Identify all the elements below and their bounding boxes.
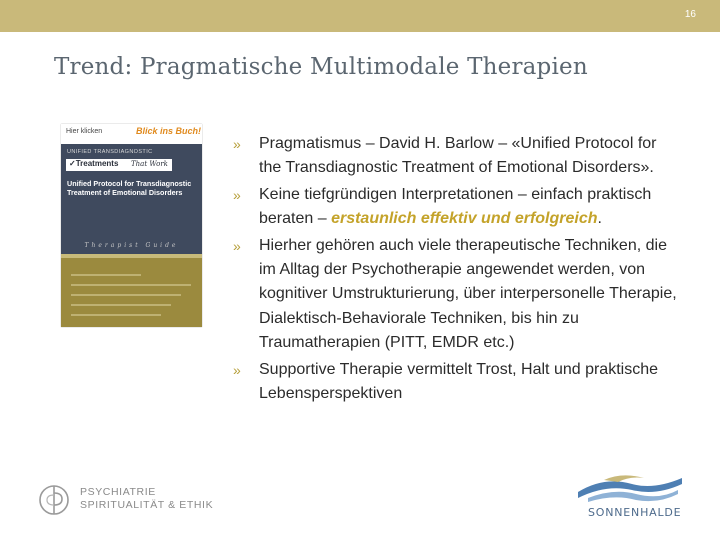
bullet-text: Pragmatismus – David H. Barlow – «Unified Protocol for the Transdiagnostic Treatment of Emotional Disorders». [259, 135, 657, 177]
logo-left-line2: SPIRITUALITÄT & ETHIK [80, 499, 214, 511]
book-banner-left: Hier klicken [66, 128, 103, 135]
bullet-text: Supportive Therapie vermittelt Trost, Halt und praktische Lebensperspektiven [259, 360, 658, 403]
bullet-marker: » [233, 361, 241, 378]
book-band [61, 254, 202, 258]
book-author-line [71, 314, 161, 316]
logo-right-text: SONNENHALDE [588, 506, 682, 519]
bullet-marker: » [233, 186, 241, 203]
bullet-text: Keine tiefgründigen Interpretationen – einfach praktisch beraten – [259, 185, 652, 228]
book-author-line [71, 274, 141, 276]
book-series: UNIFIED TRANSDIAGNOSTIC [67, 149, 153, 155]
logo-left-line1: PSYCHIATRIE [80, 486, 156, 498]
bullet-item [233, 234, 683, 356]
book-cover-image[interactable] [61, 124, 202, 327]
book-author-line [71, 284, 191, 286]
bullet-marker: » [233, 136, 241, 152]
bullet-item [233, 183, 683, 232]
bullet-marker: » [233, 237, 241, 254]
book-subtitle: Unified Protocol for Transdiagnostic Treatment of Emotional Disorders [67, 179, 192, 197]
bullet-emphasis: erstaunlich effektiv und erfolgreich [331, 210, 598, 228]
slide-number: 16 [684, 9, 696, 20]
slide-title: Trend: Pragmatische Multimodale Therapien [54, 54, 588, 80]
book-author-line [71, 294, 181, 296]
bullet-text-after: . [597, 210, 602, 228]
psychiatrie-logo [38, 483, 238, 519]
psychiatrie-logo-icon [38, 483, 74, 519]
sonnenhalde-logo [574, 470, 686, 526]
bullet-list [233, 132, 683, 408]
top-bar [0, 0, 720, 32]
book-banner-link[interactable]: Blick ins Buch! [136, 126, 202, 136]
book-that-work: That Work [131, 160, 168, 168]
bullet-text: Hierher gehören auch viele therapeutische Techniken, die im Alltag der Psychotherapie angewendet werden, von kognitiver Umstrukturierung, über interpersonelle Therapie, Dialektisch-Behaviorale Techniken, bis hin zu Traumatherapien (PITT, EMDR etc.) [259, 236, 677, 352]
bullet-item [233, 358, 683, 407]
book-guide: Therapist Guide [84, 242, 179, 249]
bullet-item [233, 132, 683, 181]
sonnenhalde-logo-icon [574, 470, 686, 504]
book-author-line [71, 304, 171, 306]
book-treatments: ✓Treatments [69, 159, 119, 168]
